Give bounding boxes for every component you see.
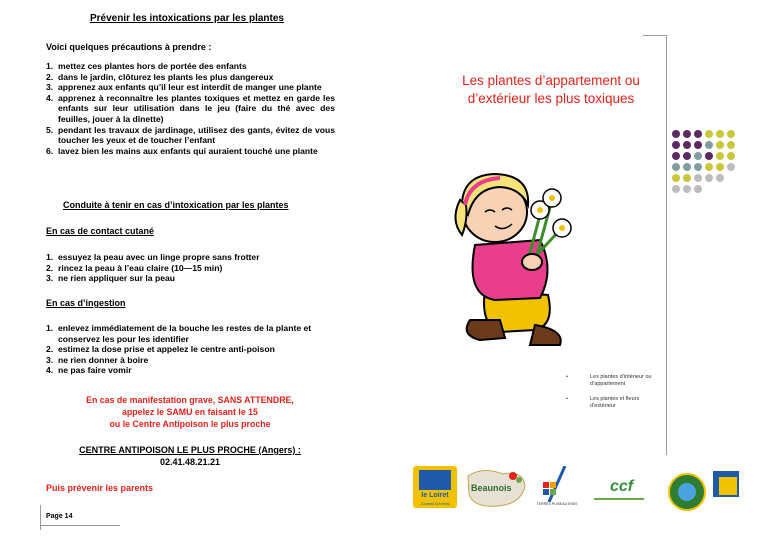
terres-logo-text: TERRES PUISEAUTINES [536, 502, 578, 506]
left-page-title: Prévenir les intoxications par les plantes [90, 13, 284, 24]
list-item [46, 365, 338, 376]
list-item-text: pendant les travaux de jardinage, utilisez des gants, évitez de vous toucher les yeux et de toucher l’enfant [58, 124, 335, 146]
beaunois-logo-text: Beaunois [471, 483, 512, 493]
urgence-line-2: appelez le SAMU en faisant le 15 [122, 407, 258, 417]
list-item-number: 3. [46, 273, 54, 284]
loiret-logo-subtext: Conseil Général [420, 501, 450, 506]
list-item-number: 3. [46, 82, 54, 93]
page-number: Page 14 [46, 513, 73, 520]
list-item-text: ne pas faire vomir [58, 365, 132, 376]
round-emblem-logo [668, 473, 706, 511]
list-item [46, 82, 335, 93]
list-item-number: 6. [46, 145, 54, 156]
ccf-logo-text: ccf [610, 478, 634, 495]
list-item-text: mettez ces plantes hors de portée des enfants [58, 61, 247, 71]
list-item-text: estimez la dose prise et appelez le centre anti-poison [58, 344, 275, 355]
urgence-block [40, 394, 340, 430]
list-item-number: 1. [46, 61, 54, 71]
loiret-logo [413, 466, 457, 508]
precautions-intro: Voici quelques précautions à prendre : [46, 42, 212, 52]
list-item [46, 273, 335, 284]
bullet-line-2: d’appartement [590, 381, 626, 387]
list-item-number: 3. [46, 354, 54, 365]
list-item [46, 93, 335, 125]
bullet-item [566, 396, 651, 410]
list-item [46, 146, 335, 157]
list-item [46, 252, 335, 263]
ingestion-list [46, 323, 338, 376]
decorative-dot-grid [672, 130, 752, 200]
list-item-number: 2. [46, 344, 54, 355]
list-item [46, 323, 338, 344]
terres-logo-graphic [535, 466, 579, 502]
right-bullet-list [566, 374, 651, 418]
bullet-line-1: Les plantes et fleurs [590, 396, 640, 402]
right-title-line-2: d’extérieur les plus toxiques [467, 91, 635, 106]
list-item-text: essuyez la peau avec un linge propre sans frotter [58, 252, 260, 262]
centre-title: CENTRE ANTIPOISON LE PLUS PROCHE (Angers) : [79, 445, 301, 455]
bullet-mark: • [566, 396, 568, 402]
list-item-number: 2. [46, 262, 54, 273]
list-item-text: ne rien donner à boire [58, 354, 149, 365]
right-title-line-1: Les plantes d’appartement ou [462, 73, 640, 88]
bullet-line-1: Les plantes d’intérieur ou [590, 374, 652, 380]
list-item [46, 72, 335, 83]
ccf-logo [592, 476, 652, 506]
list-item [46, 263, 335, 274]
list-item-number: 4. [46, 365, 54, 376]
list-item [46, 355, 338, 366]
list-item-text: apprenez à reconnaître les plantes toxiques et mettez en garde les enfants sur leur utilisation dans le jeu (faire du thé avec des feuilles, jouer à la dînette) [58, 92, 335, 124]
right-title [440, 72, 662, 108]
list-item-text: ne rien appliquer sur la peau [58, 273, 176, 284]
conduite-title: Conduite à tenir en cas d’intoxication par les plantes [63, 200, 289, 210]
list-item-text: rincez la peau à l’eau claire (10—15 min) [58, 262, 223, 273]
list-item [46, 125, 335, 146]
list-item [46, 61, 335, 72]
bullet-line-2: d’extérieur [590, 403, 616, 409]
right-divider-v [666, 35, 667, 455]
list-item-number: 4. [46, 92, 54, 103]
list-item-text: lavez bien les mains aux enfants qui auraient touché une plante [58, 145, 318, 156]
urgence-line-3: ou le Centre Antipoison le plus proche [109, 419, 271, 429]
footer-divider-h [40, 525, 120, 526]
loiret-logo-text: le Loiret [421, 492, 449, 499]
list-item-text: apprenez aux enfants qu’il leur est interdit de manger une plante [58, 82, 322, 93]
right-divider-h [643, 35, 667, 36]
child-smelling-flowers-illustration [440, 160, 590, 350]
list-item-text: enlevez immédiatement de la bouche les restes de la plante et conservez les pour les identifier [58, 323, 312, 344]
list-item-number: 5. [46, 124, 54, 135]
list-item-number: 1. [46, 323, 54, 333]
footer-divider-v [40, 505, 41, 530]
beaunois-logo [463, 466, 529, 510]
centre-block [40, 444, 340, 468]
parents-note: Puis prévenir les parents [46, 483, 154, 493]
list-item [46, 344, 338, 355]
list-item-number: 1. [46, 252, 54, 262]
precautions-list [46, 61, 335, 156]
ingestion-title: En cas d’ingestion [46, 298, 126, 308]
cutane-list [46, 252, 335, 284]
communaute-logo [713, 471, 743, 505]
centre-phone: 02.41.48.21.21 [159, 457, 221, 467]
terres-puiseautines-logo [535, 466, 579, 510]
list-item-number: 2. [46, 71, 54, 82]
cutane-title: En cas de contact cutané [46, 226, 155, 236]
bullet-item [566, 374, 651, 388]
bullet-mark: • [566, 374, 568, 380]
urgence-line-1: En cas de manifestation grave, SANS ATTENDRE, [86, 395, 294, 405]
list-item-text: dans le jardin, clôturez les plants les plus dangereux [58, 71, 274, 82]
